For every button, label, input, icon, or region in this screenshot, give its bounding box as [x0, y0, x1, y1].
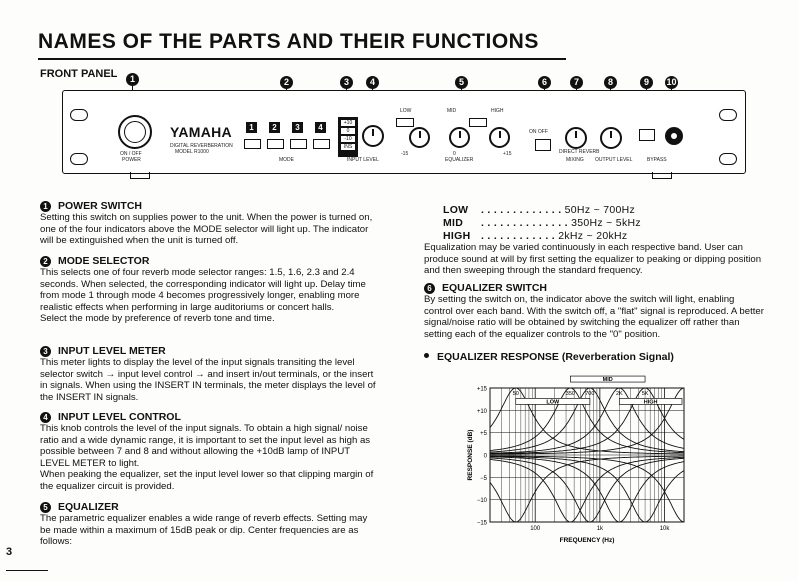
callout-number: 7 — [570, 76, 583, 89]
band-label: 700 — [585, 391, 595, 397]
equalizer-switch-heading: 6 EQUALIZER SWITCH — [424, 282, 547, 294]
eq-tick: LOW — [400, 108, 412, 114]
eq-tick: MID — [447, 108, 457, 114]
equalizer-label: EQUALIZER — [445, 157, 474, 163]
y-tick-label: −10 — [476, 498, 487, 505]
y-axis-label: RESPONSE (dB) — [467, 429, 474, 481]
response-curve — [490, 458, 684, 522]
range-label: MID — [602, 377, 613, 384]
y-tick-label: +15 — [476, 386, 487, 393]
front-panel-label: FRONT PANEL — [40, 68, 118, 80]
eq-mid-freq-box — [469, 118, 487, 127]
y-tick-label: +5 — [480, 431, 487, 438]
meter-mark: 0 — [341, 128, 355, 134]
band-label: 350 — [565, 391, 575, 397]
y-tick-label: 0 — [483, 453, 487, 460]
equalizer-switch[interactable] — [535, 139, 551, 151]
mode-button-1[interactable] — [244, 139, 261, 149]
equalizer-text: The parametric equalizer enables a wide range of reverb effects. Setting may be made within a maximum of 15dB peak or dip. Center frequencies are as follows: — [40, 513, 368, 548]
eq-response-heading: EQUALIZER RESPONSE (Reverberation Signal) — [424, 351, 674, 363]
mode-indicator-1: 1 — [246, 122, 257, 133]
response-curve — [490, 456, 684, 522]
eq-high-knob[interactable] — [489, 127, 510, 148]
freq-row-high: HIGH . . . . . . . . . . . . 2kHz ~ 20kHz — [443, 230, 628, 242]
input-level-knob[interactable] — [362, 125, 384, 147]
response-curve — [490, 457, 684, 522]
power-switch-heading: 1 POWER SWITCH — [40, 200, 142, 212]
mode-label: MODE — [279, 157, 294, 163]
meter-mark: -10 — [341, 136, 355, 142]
input-level-meter-text: This meter lights to display the level of the input signals transiting the level selector switch → input level control → and insert in/out terminals, or the insert in signals. When using the INSERT IN terminals, the meter displays the level of the INSERT IN signals. — [40, 357, 376, 403]
callout-number: 4 — [366, 76, 379, 89]
equalizer-heading: 5 EQUALIZER — [40, 501, 119, 513]
rack-hole — [70, 153, 88, 165]
range-label: LOW — [546, 399, 560, 406]
freq-row-mid: MID . . . . . . . . . . . . . . 350Hz ~ 5kHz — [443, 217, 641, 229]
response-curve — [490, 388, 684, 453]
section-number: 4 — [40, 412, 51, 423]
page-title: NAMES OF THE PARTS AND THEIR FUNCTIONS — [38, 30, 539, 53]
callout-number: 6 — [538, 76, 551, 89]
panel-foot — [652, 172, 672, 179]
meter-mark: INS — [341, 144, 355, 150]
response-curve — [490, 388, 684, 454]
callout-number: 3 — [340, 76, 353, 89]
mode-indicator-4: 4 — [315, 122, 326, 133]
response-curve — [490, 388, 684, 453]
mode-button-2[interactable] — [267, 139, 284, 149]
eq-tick: +15 — [503, 151, 512, 157]
model-line-2: MODEL R1000 — [175, 149, 209, 155]
mixing-label: MIXING — [566, 157, 584, 163]
rack-hole — [719, 109, 737, 121]
response-curve — [490, 456, 684, 522]
brand-logo: YAMAHA — [170, 124, 232, 140]
section-number: 6 — [424, 283, 435, 294]
meter-mark: +10 — [341, 120, 355, 126]
response-curve — [490, 388, 684, 454]
input-level-control-heading: 4 INPUT LEVEL CONTROL — [40, 411, 181, 423]
band-label: 50 — [512, 391, 519, 397]
callout-number: 5 — [455, 76, 468, 89]
mixing-knob[interactable] — [565, 127, 587, 149]
equalizer-continued-text: Equalization may be varied continuously in each respective band. User can produce sound at will by first setting the equalizer to peaking or dipping position and then sweeping through the standard frequency. — [424, 242, 762, 277]
mode-indicator-2: 2 — [269, 122, 280, 133]
callout-number: 10 — [666, 77, 677, 87]
input-level-meter-heading: 3 INPUT LEVEL METER — [40, 345, 166, 357]
section-number: 1 — [40, 201, 51, 212]
input-level-meter — [338, 117, 358, 157]
callout-number: 9 — [640, 76, 653, 89]
y-tick-label: −15 — [476, 520, 487, 527]
mode-selector-text: This selects one of four reverb mode selector ranges: 1.5, 1.6, 2.3 and 2.4 seconds. When selected, the corresponding indicator will light up. Delay time from mode 1 through mode 4 becomes progressively longer, enabling more realistic effects when performing in large auditoriums or concert halls. Select the mode by preference of reverb tone and time. — [40, 267, 366, 325]
eq-tick: HIGH — [491, 108, 504, 114]
callout-number: 1 — [126, 73, 139, 86]
equalizer-switch-text: By setting the switch on, the indicator above the switch will light, enabling control over each band. With the switch off, a "flat" signal is reproduced. A better signal/noise ratio will be obtained by switching the equalizer off rather than setting each of the equalizer controls to the "0" position. — [424, 294, 764, 340]
bypass-footswitch-jack[interactable] — [665, 127, 683, 145]
section-number: 5 — [40, 502, 51, 513]
bypass-label: BYPASS — [647, 157, 667, 163]
model-line-1: DIGITAL REVERBERATION — [170, 143, 233, 149]
callout-number: 8 — [604, 76, 617, 89]
mode-button-4[interactable] — [313, 139, 330, 149]
y-tick-label: −5 — [480, 475, 487, 482]
eq-tick: -15 — [401, 151, 409, 157]
power-switch[interactable] — [118, 115, 152, 149]
x-axis-label: FREQUENCY (Hz) — [559, 537, 615, 544]
bypass-switch[interactable] — [639, 129, 655, 141]
section-number: 3 — [40, 346, 51, 357]
x-tick-label: 10k — [659, 526, 670, 532]
x-tick-label: 100 — [530, 526, 541, 532]
rack-hole — [70, 109, 88, 121]
eq-onoff-label: ON OFF — [529, 129, 548, 135]
front-panel — [62, 90, 746, 174]
power-onoff-label: ON / OFF — [120, 151, 142, 157]
eq-mid-knob[interactable] — [449, 127, 470, 148]
response-curve — [490, 388, 684, 454]
band-label: 5K — [641, 391, 649, 397]
freq-row-low: LOW . . . . . . . . . . . . . 50Hz ~ 700Hz — [443, 204, 636, 216]
eq-tick: 0 — [453, 151, 456, 157]
eq-response-chart — [462, 372, 696, 546]
y-tick-label: +10 — [476, 408, 487, 415]
response-curve — [490, 456, 684, 522]
response-curve — [490, 457, 684, 522]
title-underline — [38, 58, 566, 60]
panel-foot — [130, 172, 150, 179]
power-label: POWER — [122, 157, 141, 163]
mode-indicator-3: 3 — [292, 122, 303, 133]
x-tick-label: 1k — [596, 526, 604, 532]
mode-button-3[interactable] — [290, 139, 307, 149]
input-level-label: INPUT LEVEL — [347, 157, 379, 163]
input-level-control-text: This knob controls the level of the input signals. To obtain a high signal/ noise ratio and a wide dynamic range, it is important to set the input level as high as possible between 7 and 8 and without allowing the +10dB lamp of INPUT LEVEL METER to light. When peaking the equalizer, set the input level lower so that clipping margin of the equalizer circuit is provided. — [40, 423, 374, 492]
output-level-knob[interactable] — [600, 127, 622, 149]
band-label: 2K — [615, 391, 623, 397]
section-number: 2 — [40, 256, 51, 267]
eq-low-knob[interactable] — [409, 127, 430, 148]
callout-number: 2 — [280, 76, 293, 89]
eq-low-freq-box — [396, 118, 414, 127]
power-switch-text: Setting this switch on supplies power to the unit. When the power is turned on, one of the four indicators above the MODE selector will light up. The indicator will be extinguished when the unit is turned off. — [40, 212, 373, 247]
footer-rule — [6, 570, 48, 571]
range-label: HIGH — [643, 399, 658, 406]
rack-hole — [719, 153, 737, 165]
response-curve — [490, 388, 684, 452]
mode-selector-heading: 2 MODE SELECTOR — [40, 255, 149, 267]
output-level-label: OUTPUT LEVEL — [595, 157, 633, 163]
page-number: 3 — [6, 546, 13, 558]
direct-reverb-label: DIRECT REVERB — [559, 149, 600, 155]
